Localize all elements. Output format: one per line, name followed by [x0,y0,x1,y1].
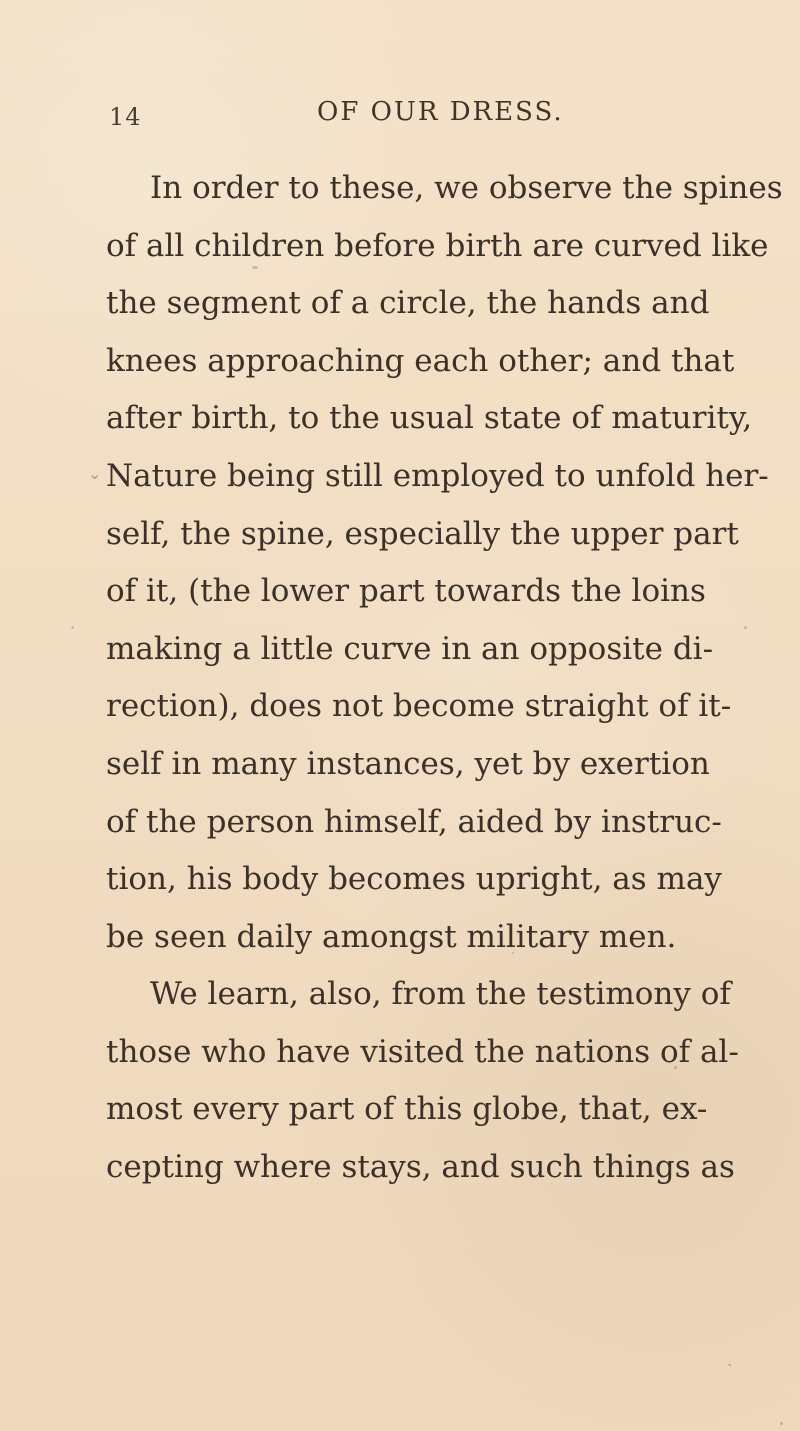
text-line: Nature being still employed to unfold her- [106,457,769,494]
text-line: knees approaching each other; and that [106,342,735,379]
text-line: be seen daily amongst military men. [106,918,677,955]
text-line: self, the spine, especially the upper part [106,515,739,552]
text-line: of it, (the lower part towards the loins [106,573,706,610]
text-line: of all children before birth are curved like [106,227,769,264]
text-line: after birth, to the usual state of maturity, [106,400,753,437]
paper-speck [744,626,747,629]
text-line: of the person himself, aided by instruc- [106,803,722,840]
paragraph-1 [106,160,783,966]
margin-mark: ⌄ [88,464,102,483]
text-line: those who have visited the nations of al- [106,1033,739,1070]
paragraph-2 [106,966,739,1196]
text-line: making a little curve in an opposite di- [106,630,714,667]
margin-mark: · [70,618,76,637]
text-line: In order to these, we observe the spines [150,170,783,206]
margin-mark: ˎ [727,1348,733,1367]
running-head: OF OUR DRESS. [317,97,564,127]
page-number: 14 [109,103,142,131]
text-line: most every part of this globe, that, ex- [106,1091,708,1128]
text-line: cepting where stays, and such things as [106,1148,735,1185]
text-line: the segment of a circle, the hands and [106,285,710,322]
text-line: tion, his body becomes upright, as may [106,861,722,898]
page-header [0,95,800,135]
text-line: We learn, also, from the testimony of [150,976,731,1012]
text-line: self in many instances, yet by exertion [106,745,710,782]
text-line: rection), does not become straight of it- [106,688,732,725]
paper-speck [780,1422,783,1425]
